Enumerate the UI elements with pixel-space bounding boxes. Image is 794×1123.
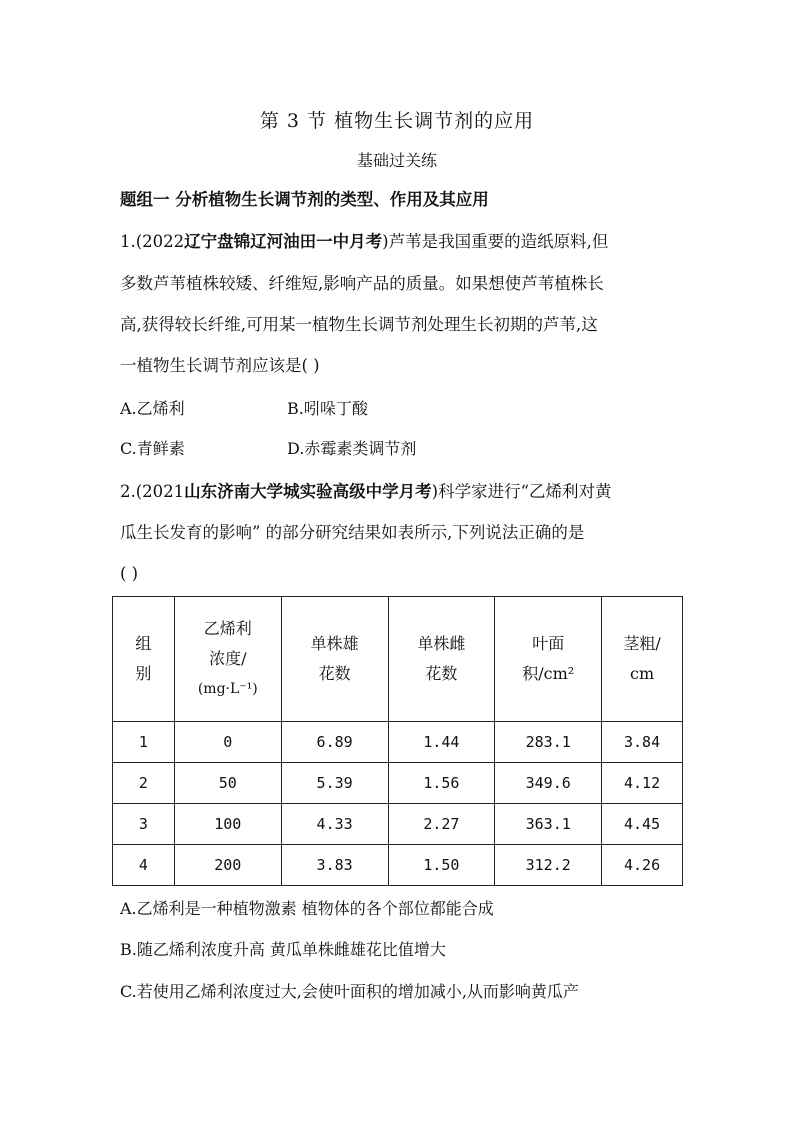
header-text: (mg·L⁻¹): [197, 681, 258, 697]
table-row: [113, 845, 683, 886]
table-cell: 4.45: [602, 804, 683, 845]
table-cell: 4.12: [602, 763, 683, 804]
group-heading: 题组一 分析植物生长调节剂的类型、作用及其应用: [120, 190, 489, 209]
q1-prefix: 1.(2022: [120, 232, 185, 251]
table-row: [113, 804, 683, 845]
results-table: [112, 596, 683, 886]
header-text: 单株雄: [310, 634, 359, 653]
section-subtitle: 基础过关练: [356, 151, 437, 170]
table-cell: 4.33: [281, 804, 388, 845]
header-stem-diameter: [602, 597, 683, 722]
table-cell: 4.26: [602, 845, 683, 886]
table-cell: 200: [174, 845, 281, 886]
header-text: 组: [135, 634, 152, 653]
header-text: 叶面: [532, 634, 565, 653]
table-cell: 0: [174, 722, 281, 763]
header-male-flowers: [281, 597, 388, 722]
q1-option-a[interactable]: A.乙烯利: [120, 399, 185, 418]
table-cell: 1: [113, 722, 175, 763]
header-text: cm: [629, 664, 655, 683]
q1-line4: 一植物生长调节剂应该是( ): [120, 356, 320, 375]
q1-line2: 多数芦苇植株较矮、纤维短,影响产品的质量。如果想使芦苇植株长: [120, 274, 604, 293]
header-text: 别: [135, 664, 152, 683]
table-cell: 50: [174, 763, 281, 804]
table-cell: 1.44: [388, 722, 495, 763]
q2-option-a[interactable]: A.乙烯利是一种植物激素 植物体的各个部位都能合成: [120, 899, 494, 918]
table-cell: 283.1: [495, 722, 602, 763]
table-cell: 3.83: [281, 845, 388, 886]
q1-line3: 高,获得较长纤维,可用某一植物生长调节剂处理生长初期的芦苇,这: [120, 315, 598, 334]
table-cell: 5.39: [281, 763, 388, 804]
header-leaf-area: [495, 597, 602, 722]
table-header-row: [113, 597, 683, 722]
table-cell: 3: [113, 804, 175, 845]
q2-line1: [120, 480, 680, 504]
q1-option-b[interactable]: B.吲哚丁酸: [287, 399, 368, 418]
section-title: 第 3 节 植物生长调节剂的应用: [259, 110, 535, 132]
table-cell: 4: [113, 845, 175, 886]
header-concentration: [174, 597, 281, 722]
table-cell: 3.84: [602, 722, 683, 763]
table-cell: 363.1: [495, 804, 602, 845]
q2-source: 山东济南大学城实验高级中学月考: [184, 482, 432, 501]
q1-line1-rest: )芦苇是我国重要的造纸原料,但: [382, 232, 609, 251]
q1-source: 辽宁盘锦辽河油田一中月考: [184, 232, 383, 251]
header-text: 茎粗/: [623, 634, 661, 653]
header-text: 单株雌: [417, 634, 466, 653]
header-text: 乙烯利: [203, 619, 252, 638]
q1-option-c[interactable]: C.青鲜素: [120, 439, 185, 458]
table-cell: 1.56: [388, 763, 495, 804]
q2-option-c[interactable]: C.若使用乙烯利浓度过大,会使叶面积的增加减小,从而影响黄瓜产: [120, 982, 579, 1001]
header-text: 浓度/: [209, 649, 247, 668]
table-row: [113, 763, 683, 804]
header-text: 花数: [425, 664, 458, 683]
table-cell: 100: [174, 804, 281, 845]
q2-prefix: 2.(2021: [120, 482, 185, 501]
table-cell: 349.6: [495, 763, 602, 804]
table-cell: 2: [113, 763, 175, 804]
q2-option-b[interactable]: B.随乙烯利浓度升高 黄瓜单株雌雄花比值增大: [120, 940, 446, 959]
table-cell: 6.89: [281, 722, 388, 763]
header-text: 花数: [318, 664, 351, 683]
q1-line1: [120, 230, 680, 254]
q2-line1-rest: )科学家进行“乙烯利对黄: [431, 482, 612, 501]
q1-option-d[interactable]: D.赤霉素类调节剂: [287, 439, 417, 458]
header-text: 积/cm²: [522, 664, 575, 683]
table-cell: 312.2: [495, 845, 602, 886]
header-group: [113, 597, 175, 722]
header-female-flowers: [388, 597, 495, 722]
q2-line3: ( ): [120, 564, 139, 583]
table-cell: 2.27: [388, 804, 495, 845]
q2-line2: 瓜生长发育的影响” 的部分研究结果如表所示,下列说法正确的是: [120, 523, 585, 542]
table-row: [113, 722, 683, 763]
table-cell: 1.50: [388, 845, 495, 886]
